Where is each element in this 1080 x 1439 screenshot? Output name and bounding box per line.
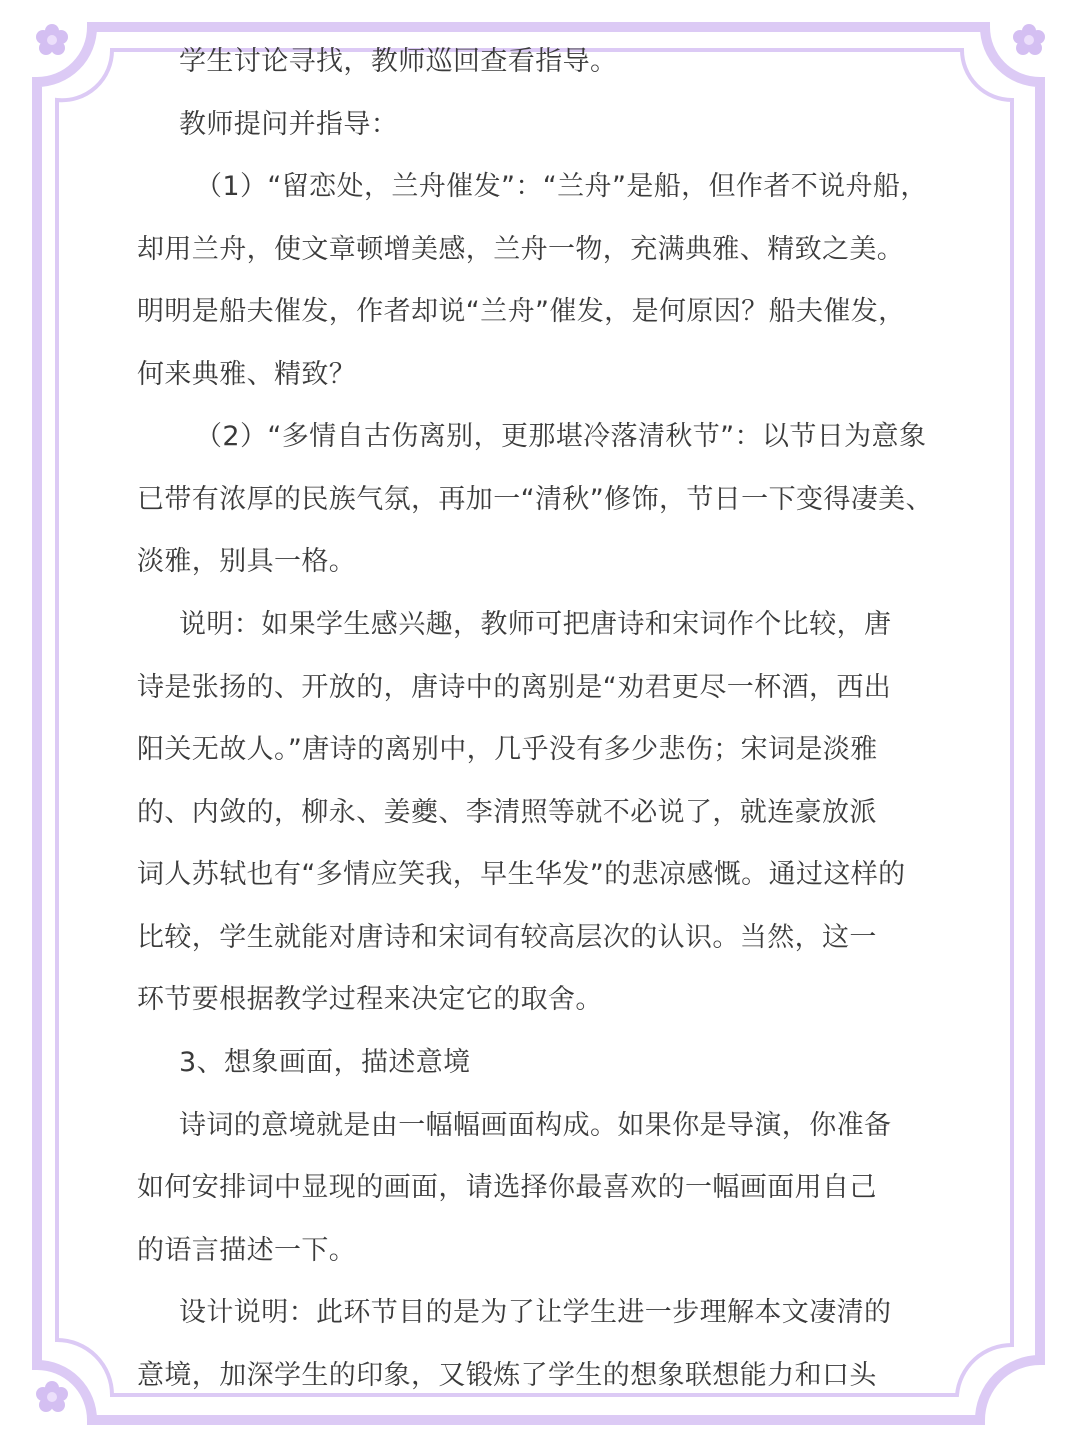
section-heading: 3、想象画面，描述意境 — [179, 1047, 471, 1078]
text-line: 教师提问并指导： — [179, 109, 399, 140]
text-line: 学生讨论寻找，教师巡回查看指导。 — [179, 46, 618, 77]
text-line: 却用兰舟，使文章顿增美感，兰舟一物，充满典雅、精致之美。 — [137, 234, 905, 265]
text-line: 意境，加深学生的印象，又锻炼了学生的想象联想能力和口头 — [137, 1360, 877, 1391]
text-line: 词人苏轼也有“多情应笑我，早生华发”的悲凉感慨。通过这样的 — [137, 859, 906, 890]
text-line: 已带有浓厚的民族气氛，再加一“清秋”修饰，节日一下变得凄美、 — [137, 484, 933, 515]
text-line: 诗词的意境就是由一幅幅画面构成。如果你是导演，你准备 — [179, 1110, 892, 1141]
text-line: 阳关无故人。”唐诗的离别中，几乎没有多少悲伤；宋词是淡雅 — [137, 734, 878, 765]
text-line: 环节要根据教学过程来决定它的取舍。 — [137, 984, 603, 1015]
text-line: 的、内敛的，柳永、姜夔、李清照等就不必说了，就连豪放派 — [137, 797, 877, 828]
text-line: 诗是张扬的、开放的，唐诗中的离别是“劝君更尽一杯酒，西出 — [137, 672, 892, 703]
text-line: 何来典雅、精致？ — [137, 359, 357, 390]
text-line: 明明是船夫催发，作者却说“兰舟”催发，是何原因？船夫催发， — [137, 296, 906, 327]
text-line: 比较，学生就能对唐诗和宋词有较高层次的认识。当然，这一 — [137, 922, 877, 953]
text-line: 设计说明：此环节目的是为了让学生进一步理解本文凄清的 — [179, 1297, 892, 1328]
text-line: 说明：如果学生感兴趣，教师可把唐诗和宋词作个比较，唐 — [179, 609, 892, 640]
text-line: 如何安排词中显现的画面，请选择你最喜欢的一幅画面用自己 — [137, 1172, 877, 1203]
text-line: 淡雅，别具一格。 — [137, 546, 357, 577]
text-line: 的语言描述一下。 — [137, 1235, 357, 1266]
document-body — [137, 30, 959, 1396]
text-line: （2）“多情自古伤离别，更那堪冷落清秋节”：以节日为意象 — [195, 421, 927, 452]
text-line: （1）“留恋处，兰舟催发”：“兰舟”是船，但作者不说舟船， — [195, 171, 928, 202]
